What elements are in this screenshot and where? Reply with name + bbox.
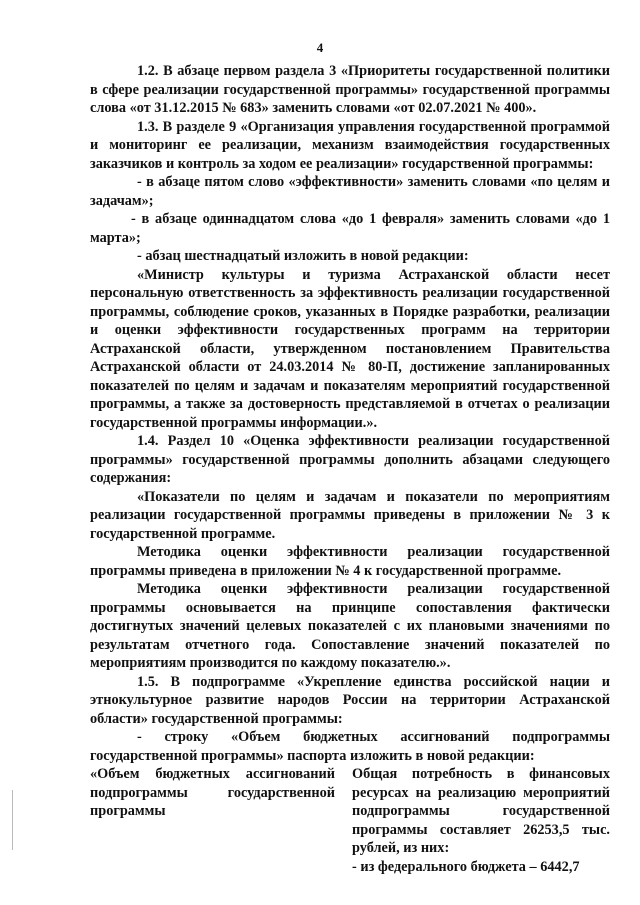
paragraph-methodology-principle: Методика оценки эффективности реализации государственной программы основывается на принципе сопоставления фактически достигнутых значений целевых показателей с их плановыми значениями по результатам отчетного года. Сопоставление значений показателей по мероприятиям производится по каждому показателю.». (90, 581, 610, 671)
list-item-eleventh-paragraph: - в абзаце одиннадцатом слова «до 1 февраля» заменить словами «до 1 марта»; (90, 211, 610, 246)
list-item-fifth-paragraph: - в абзаце пятом слово «эффективности» заменить словами «по целям и задачам»; (90, 174, 610, 209)
paragraph-1-2: 1.2. В абзаце первом раздела 3 «Приоритеты государственной политики в сфере реализации государственной программы» государственной программы слова «от 31.12.2015 № 683» заменить словами «от 02.07.2021 № 400». (90, 63, 610, 116)
scan-artifact-line (12, 790, 13, 850)
paragraph-1-5: 1.5. В подпрограмме «Укрепление единства российской нации и этнокультурное развитие народов России на территории Астраханской области» государственной программы: (90, 673, 610, 727)
quoted-paragraph-indicators: «Показатели по целям и задачам и показатели по мероприятиям реализации государственной программы приведены в приложении № 3 к государственной программе. (90, 488, 610, 542)
document-body (90, 62, 610, 876)
passport-row-label: «Объем бюджетных ассигнований подпрограммы государственной программы (90, 766, 335, 819)
passport-table-row (90, 765, 610, 876)
paragraph-1-4: 1.4. Раздел 10 «Оценка эффективности реализации государственной программы» государственной программы дополнить абзацами следующего содержания: (90, 433, 610, 486)
paragraph-methodology-appendix: Методика оценки эффективности реализации государственной программы приведена в приложении № 4 к государственной программе. (90, 544, 610, 579)
passport-row-value-text: Общая потребность в финансовых ресурсах на реализацию мероприятий подпрограммы государственной программы составляет 26253,5 тыс. рублей, из них: (352, 766, 610, 856)
passport-row-value (352, 765, 610, 876)
list-item-sixteenth-paragraph: - абзац шестнадцатый изложить в новой редакции: (137, 248, 469, 264)
list-item-budget-row: - строку «Объем бюджетных ассигнований подпрограммы государственной программы» паспорта изложить в новой редакции: (90, 729, 610, 764)
paragraph-1-3: 1.3. В разделе 9 «Организация управления государственной программой и мониторинг ее реализации, механизм взаимодействия государственных заказчиков и контроль за ходом ее реализации» государственной программы: (90, 118, 610, 172)
quoted-paragraph-minister: «Министр культуры и туризма Астраханской области несет персональную ответственность за эффективность реализации государственной программы, соблюдение сроков, указанных в Порядке разработки, реализации и оценки эффективности государственных программ на территории Астраханской области, утвержденном постановлением Правительства Астраханской области от 24.03.2014 № 80-П, достижение запланированных показателей по целям и задачам и показателям мероприятий государственной программы, а также за достоверность представляемой в отчетах о реализации государственной программы информации.». (90, 266, 610, 431)
passport-row-federal-budget: - из федерального бюджета – 6442,7 (352, 858, 580, 875)
page-number: 4 (316, 40, 324, 55)
